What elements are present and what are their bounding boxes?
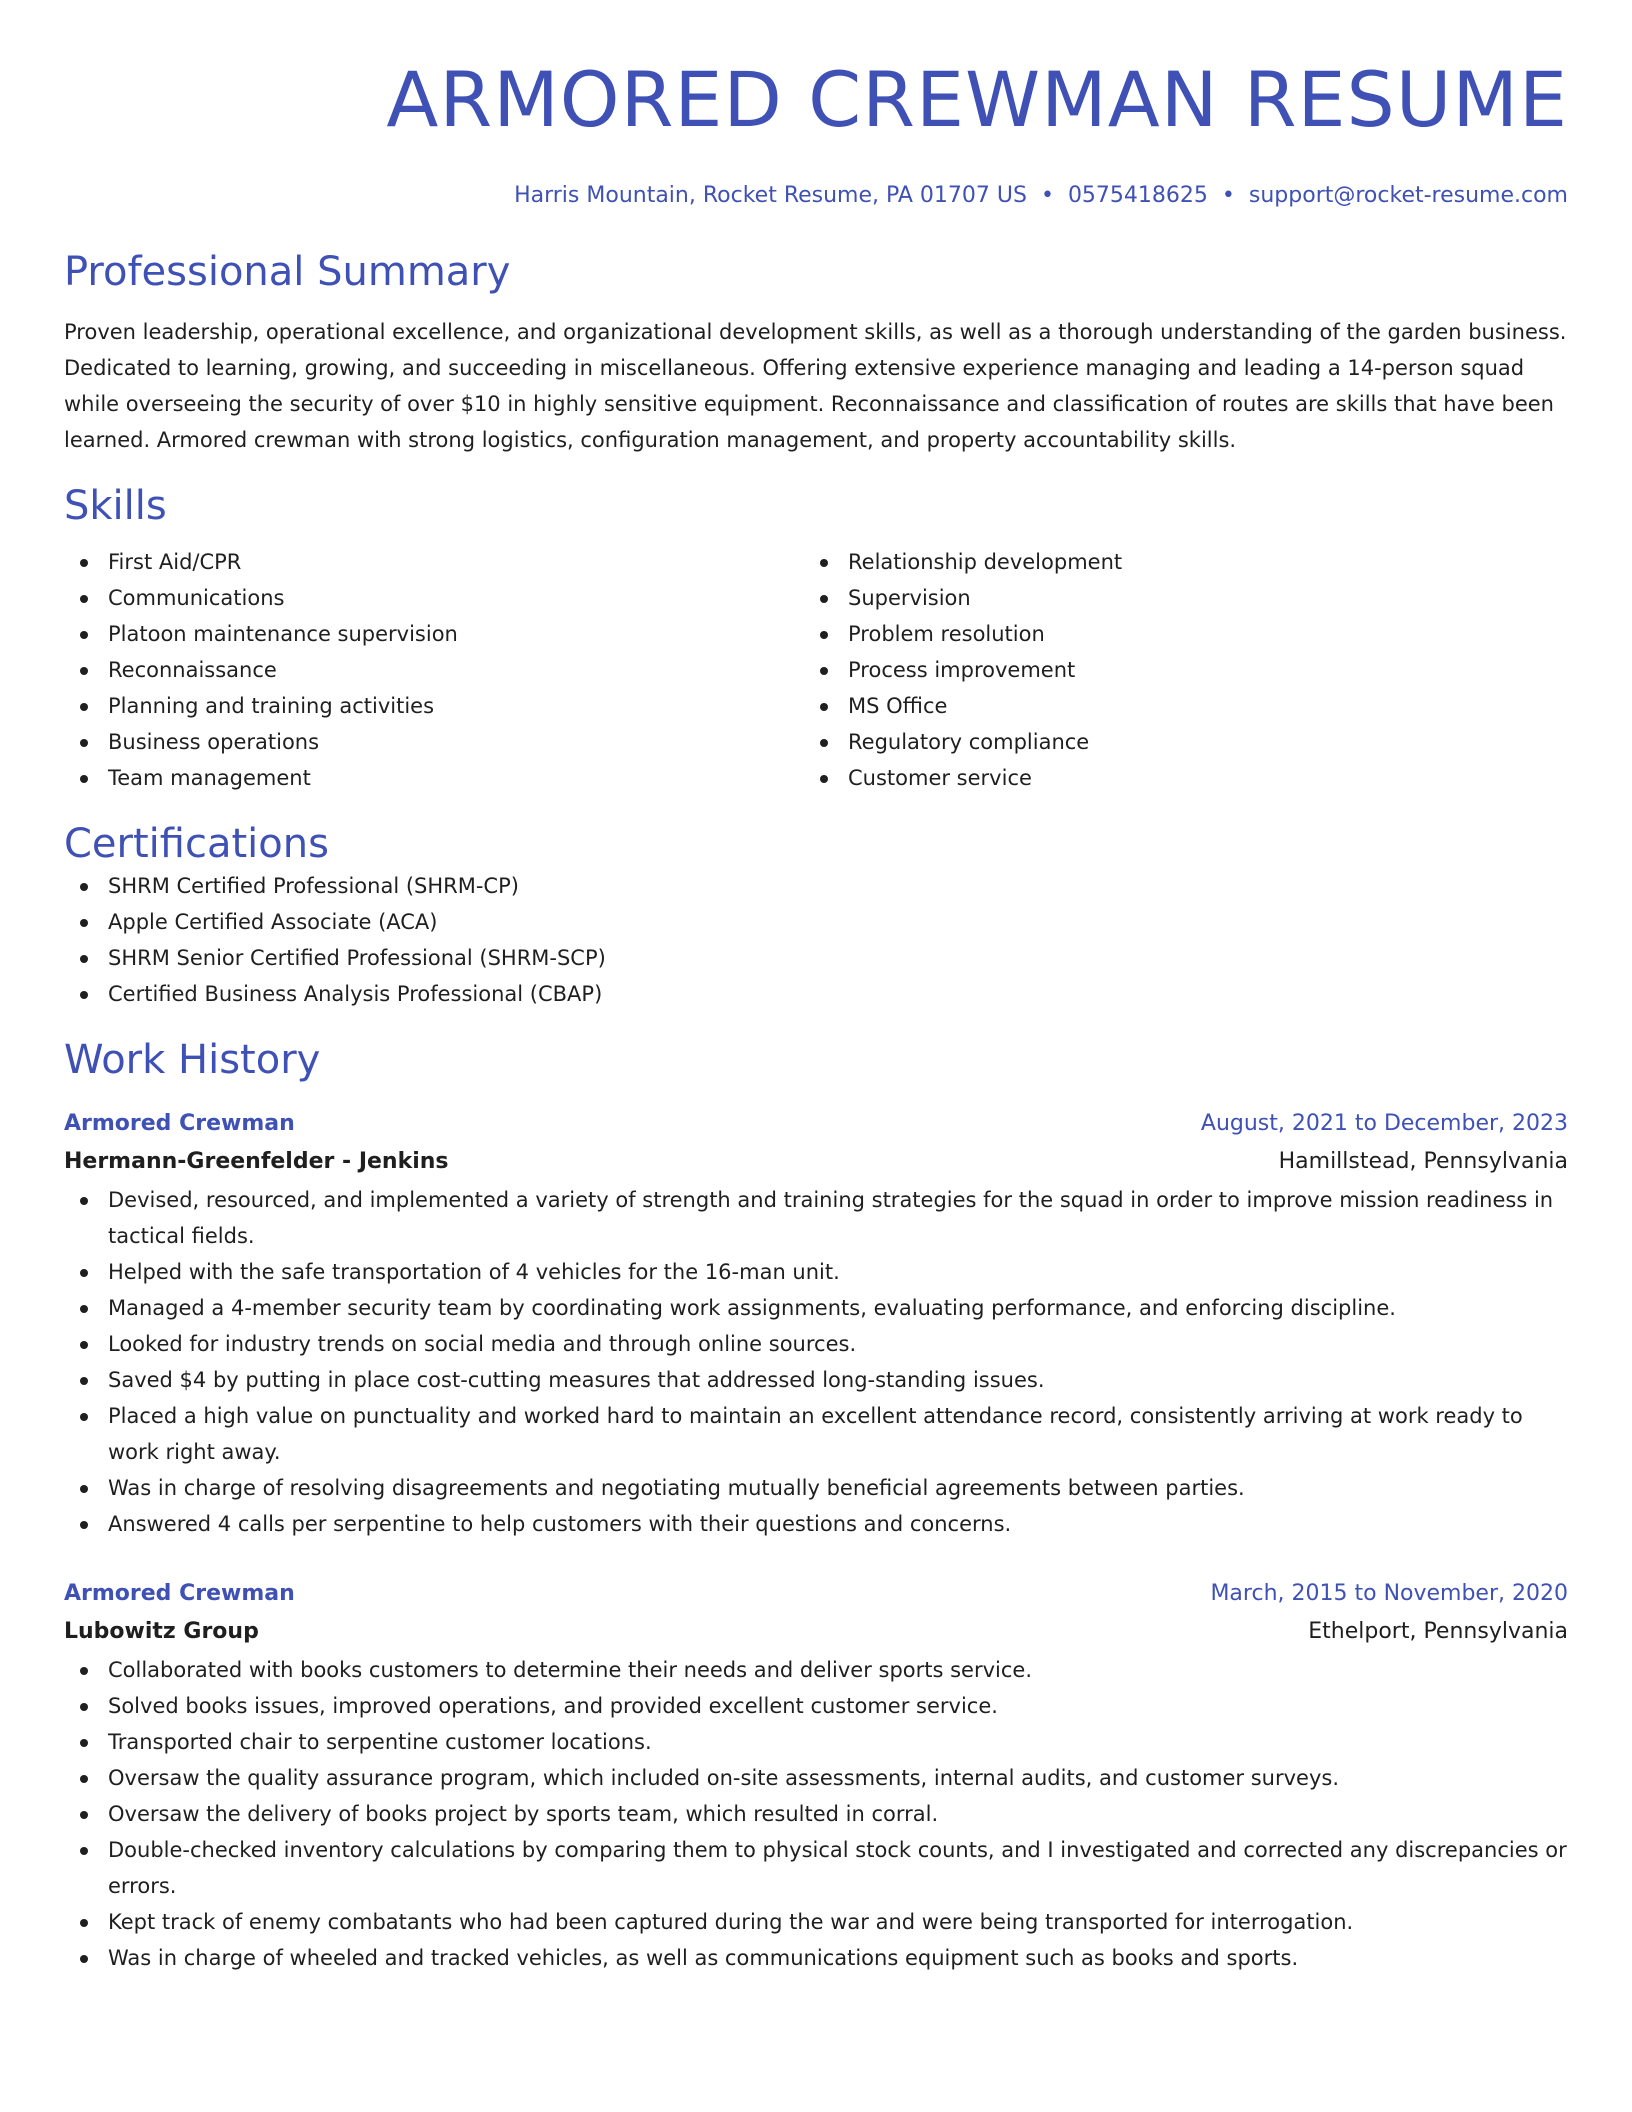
skills-list-right <box>804 544 1544 796</box>
skills-columns <box>64 544 1568 796</box>
skill-item: Team management <box>64 760 804 796</box>
job-company-row <box>64 1612 1568 1652</box>
skill-item: Supervision <box>804 580 1544 616</box>
job-duty: Placed a high value on punctuality and worked hard to maintain an excellent attendance record, consistently arriving at work ready to work right away. <box>64 1398 1568 1470</box>
skill-item: Communications <box>64 580 804 616</box>
job-header-row <box>64 1576 1568 1612</box>
job-duty: Transported chair to serpentine customer locations. <box>64 1724 1568 1760</box>
certification-item: Certified Business Analysis Professional (CBAP) <box>64 976 1568 1012</box>
resume-title: ARMORED CREWMAN RESUME <box>386 55 1568 144</box>
job-duty: Devised, resourced, and implemented a variety of strength and training strategies for the squad in order to improve mission readiness in tactical fields. <box>64 1182 1568 1254</box>
job-entry <box>64 1106 1568 1542</box>
contact-separator: • <box>1040 183 1054 208</box>
skill-item: MS Office <box>804 688 1544 724</box>
job-title: Armored Crewman <box>64 1581 295 1606</box>
certifications-list <box>64 868 1568 1012</box>
job-duty: Saved $4 by putting in place cost-cutting measures that addressed long-standing issues. <box>64 1362 1568 1398</box>
job-location: Ethelport, Pennsylvania <box>1308 1619 1568 1644</box>
certification-item: Apple Certified Associate (ACA) <box>64 904 1568 940</box>
job-duty: Was in charge of resolving disagreements and negotiating mutually beneficial agreements between parties. <box>64 1470 1568 1506</box>
job-duty: Oversaw the delivery of books project by sports team, which resulted in corral. <box>64 1796 1568 1832</box>
skills-heading: Skills <box>64 483 167 529</box>
skill-item: Regulatory compliance <box>804 724 1544 760</box>
skill-item: First Aid/CPR <box>64 544 804 580</box>
contact-separator: • <box>1221 183 1235 208</box>
job-dates: March, 2015 to November, 2020 <box>1210 1581 1568 1606</box>
job-duty: Was in charge of wheeled and tracked vehicles, as well as communications equipment such as books and sports. <box>64 1940 1568 1976</box>
job-duties-list <box>64 1182 1568 1542</box>
job-company: Hermann-Greenfelder - Jenkins <box>64 1149 449 1174</box>
job-duty: Helped with the safe transportation of 4 vehicles for the 16-man unit. <box>64 1254 1568 1290</box>
skill-item: Platoon maintenance supervision <box>64 616 804 652</box>
job-duty: Kept track of enemy combatants who had been captured during the war and were being transported for interrogation. <box>64 1904 1568 1940</box>
contact-email: support@rocket-resume.com <box>1248 183 1568 208</box>
job-duty: Double-checked inventory calculations by comparing them to physical stock counts, and I investigated and corrected any discrepancies or errors. <box>64 1832 1568 1904</box>
work-history-heading: Work History <box>64 1037 321 1083</box>
job-dates: August, 2021 to December, 2023 <box>1200 1111 1568 1136</box>
contact-phone: 0575418625 <box>1067 183 1208 208</box>
skill-item: Reconnaissance <box>64 652 804 688</box>
skill-item: Problem resolution <box>804 616 1544 652</box>
job-company-row <box>64 1142 1568 1182</box>
contact-address: Harris Mountain, Rocket Resume, PA 01707 US <box>514 183 1027 208</box>
skill-item: Process improvement <box>804 652 1544 688</box>
certification-item: SHRM Senior Certified Professional (SHRM-SCP) <box>64 940 1568 976</box>
job-title: Armored Crewman <box>64 1111 295 1136</box>
job-duties-list <box>64 1652 1568 1976</box>
job-header-row <box>64 1106 1568 1142</box>
job-duty: Oversaw the quality assurance program, which included on-site assessments, internal audits, and customer surveys. <box>64 1760 1568 1796</box>
contact-line <box>64 182 1568 210</box>
skills-column-left <box>64 544 804 796</box>
job-duty: Solved books issues, improved operations, and provided excellent customer service. <box>64 1688 1568 1724</box>
certification-item: SHRM Certified Professional (SHRM-CP) <box>64 868 1568 904</box>
summary-text: Proven leadership, operational excellence, and organizational development skills, as well as a thorough understanding of the garden business. Dedicated to learning, growing, and succeeding in miscellaneous. Offering extensive experience managing and leading a 14-person squad while overseeing the security of over $10 in highly sensitive equipment. Reconnaissance and classification of routes are skills that have been learned. Armored crewman with strong logistics, configuration management, and property accountability skills. <box>64 320 1567 452</box>
skill-item: Customer service <box>804 760 1544 796</box>
skill-item: Planning and training activities <box>64 688 804 724</box>
skill-item: Business operations <box>64 724 804 760</box>
certifications-heading: Certifications <box>64 821 329 867</box>
skills-column-right <box>804 544 1544 796</box>
skill-item: Relationship development <box>804 544 1544 580</box>
job-duty: Looked for industry trends on social media and through online sources. <box>64 1326 1568 1362</box>
job-duty: Managed a 4-member security team by coordinating work assignments, evaluating performance, and enforcing discipline. <box>64 1290 1568 1326</box>
job-duty: Answered 4 calls per serpentine to help customers with their questions and concerns. <box>64 1506 1568 1542</box>
skills-list-left <box>64 544 804 796</box>
resume-header <box>64 52 1568 210</box>
job-company: Lubowitz Group <box>64 1619 259 1644</box>
job-duty: Collaborated with books customers to determine their needs and deliver sports service. <box>64 1652 1568 1688</box>
summary-heading: Professional Summary <box>64 249 511 295</box>
job-location: Hamillstead, Pennsylvania <box>1278 1149 1568 1174</box>
job-entry <box>64 1576 1568 1976</box>
